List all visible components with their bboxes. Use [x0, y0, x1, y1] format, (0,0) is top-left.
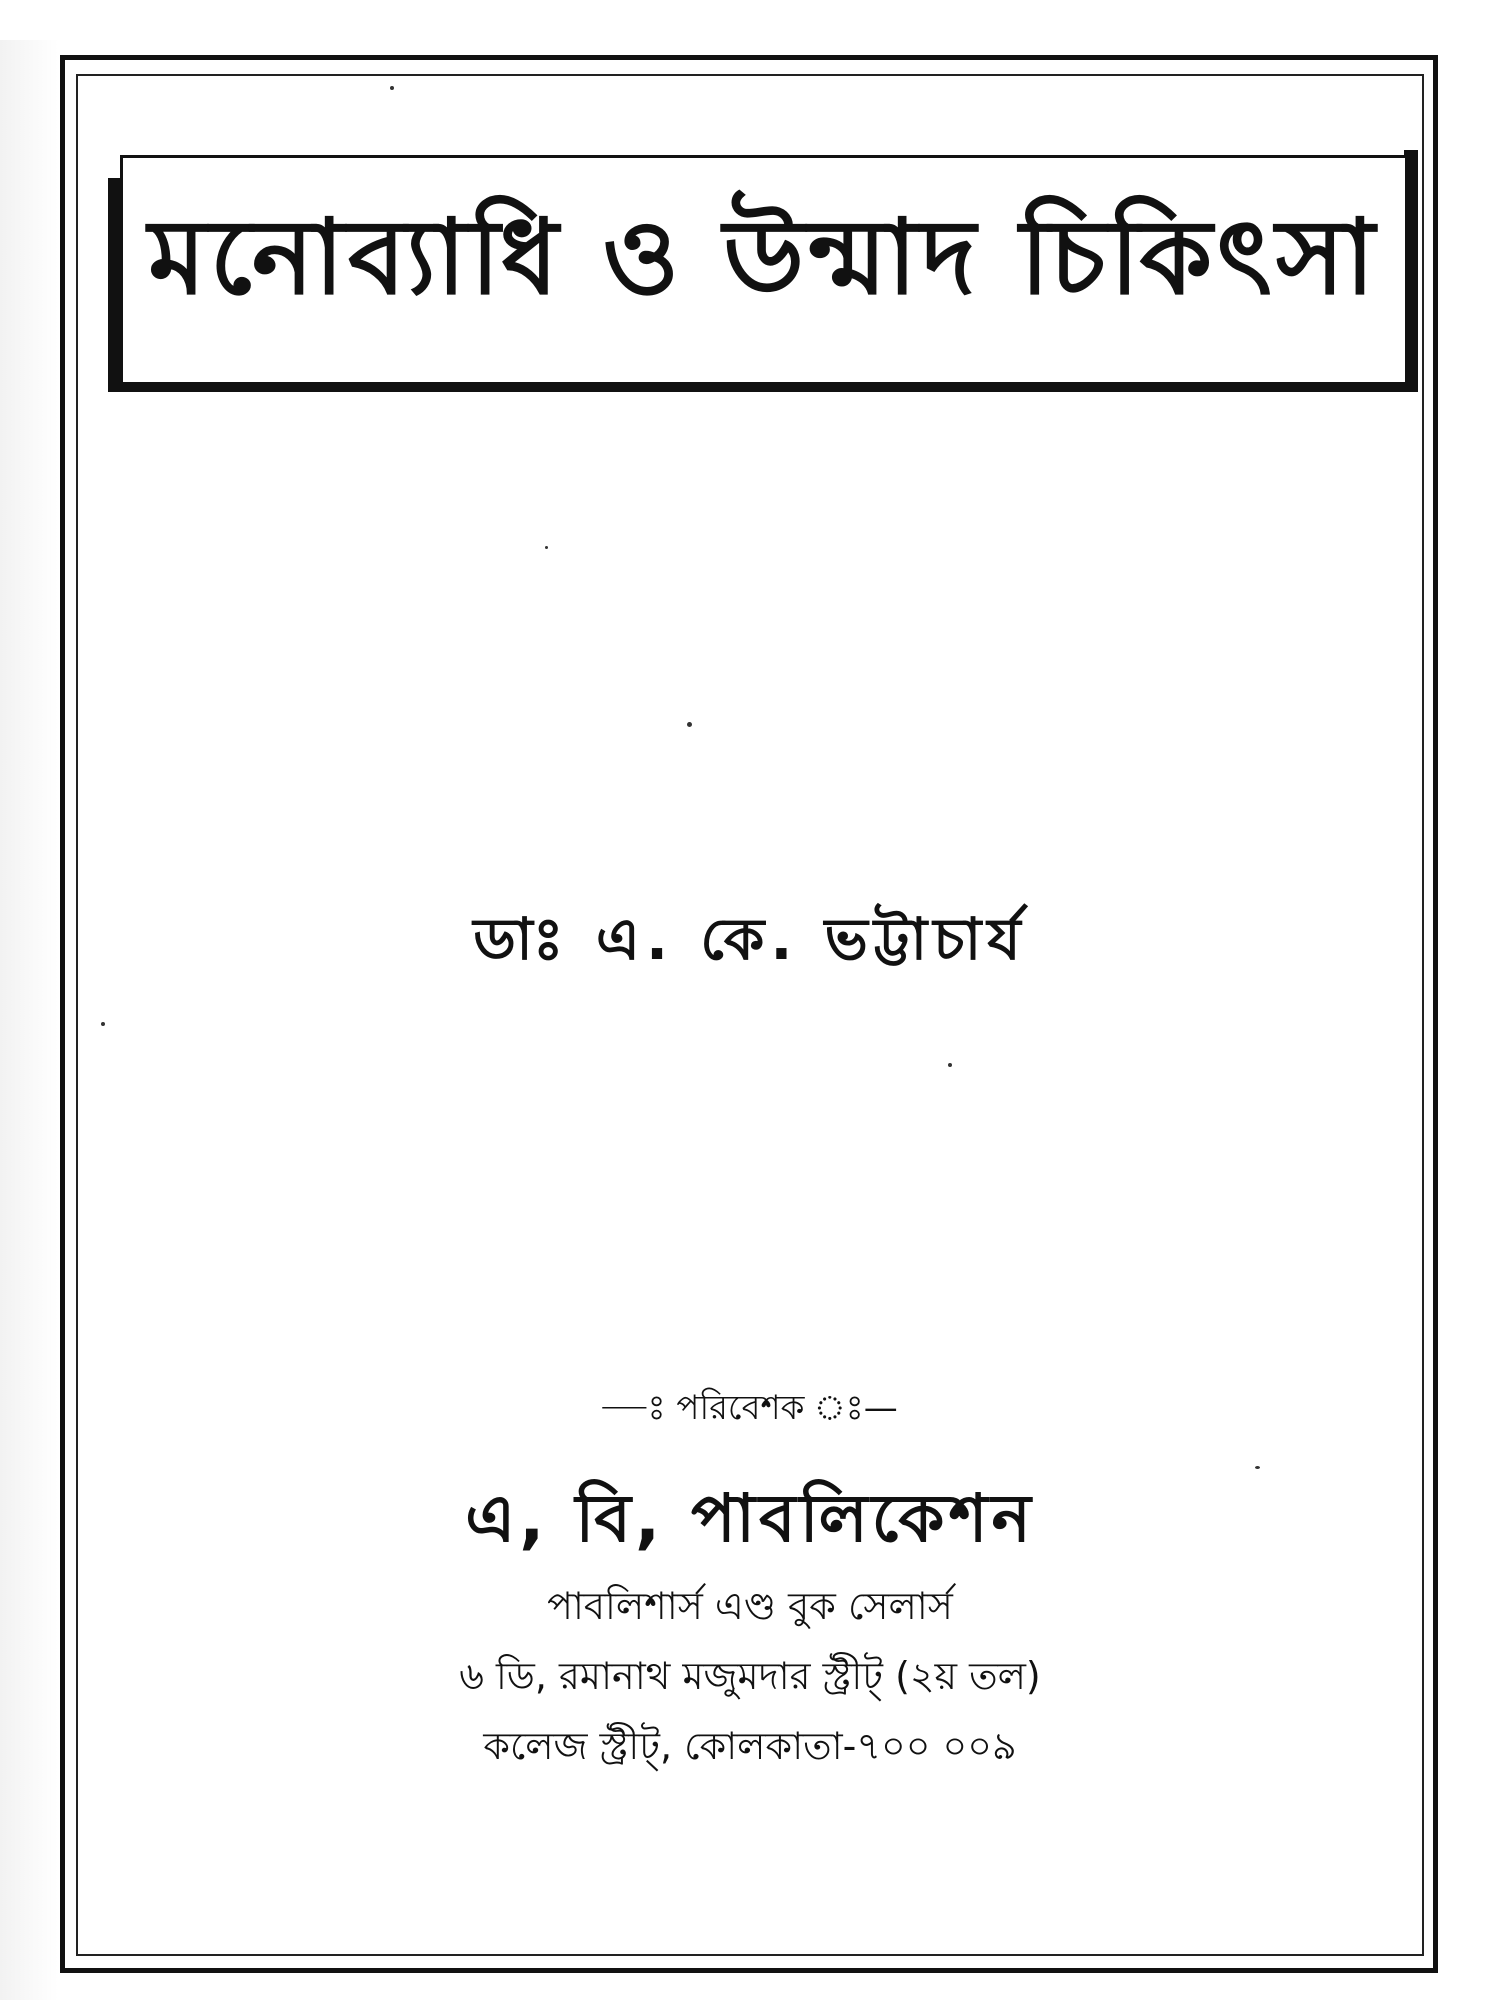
book-title: মনোব্যাধি ও উন্মাদ চিকিৎসা — [148, 196, 1379, 318]
publisher-name: এ, বি, পাবলিকেশন — [465, 1480, 1035, 1557]
publisher-address-line-1: ৬ ডি, রমানাথ মজুমদার স্ট্রীট্ (২য় তল) — [459, 1654, 1041, 1698]
print-speck — [101, 1022, 105, 1026]
print-speck — [545, 546, 548, 549]
print-speck — [687, 722, 692, 727]
print-speck — [390, 86, 394, 90]
print-speck — [1255, 1466, 1260, 1469]
page-edge-shadow — [0, 40, 58, 2000]
publisher-address-line-2: কলেজ স্ট্রীট্, কোলকাতা-৭০০ ০০৯ — [483, 1724, 1017, 1768]
publisher-role: পাবলিশার্স এণ্ড বুক সেলার্স — [547, 1584, 953, 1628]
distributor-label: —ঃ পরিবেশক ঃ— — [602, 1388, 898, 1428]
author-name: ডাঃ এ. কে. ভট্টাচার্য — [473, 905, 1027, 973]
print-speck — [948, 1063, 952, 1067]
